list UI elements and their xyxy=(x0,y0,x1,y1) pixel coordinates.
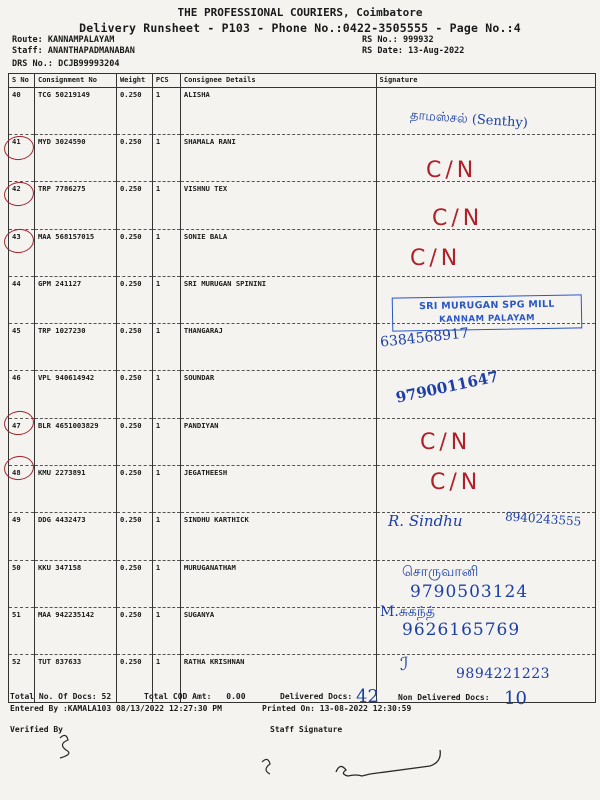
delivered-docs-label: Delivered Docs: xyxy=(280,692,353,701)
cell-sno: 52 xyxy=(9,655,35,702)
cell-consignment: KKU 347158 xyxy=(34,560,116,607)
cell-sno: 49 xyxy=(9,513,35,560)
cell-pcs: 1 xyxy=(152,371,180,418)
cell-consignee: SHAMALA RANI xyxy=(180,135,376,182)
cell-consignment: MYD 3024590 xyxy=(34,135,116,182)
cn-mark-43: C/N xyxy=(410,246,462,271)
staff-signature xyxy=(336,750,440,776)
cell-pcs: 1 xyxy=(152,466,180,513)
cell-weight: 0.250 xyxy=(116,655,152,702)
cell-sno: 51 xyxy=(9,607,35,654)
signature-51: M.சுகந்த் xyxy=(380,604,435,620)
cell-sno: 40 xyxy=(9,88,35,135)
cell-sno: 44 xyxy=(9,276,35,323)
cell-consignment: GPM 241127 xyxy=(34,276,116,323)
cell-pcs: 1 xyxy=(152,513,180,560)
col-consignment: Consignment No xyxy=(34,74,116,88)
cell-consignment: TUT 837633 xyxy=(34,655,116,702)
cell-weight: 0.250 xyxy=(116,276,152,323)
cell-sno: 45 xyxy=(9,324,35,371)
cell-sno: 41 xyxy=(9,135,35,182)
col-sno: S No xyxy=(9,74,35,88)
cell-pcs: 1 xyxy=(152,182,180,229)
cell-sno: 46 xyxy=(9,371,35,418)
col-weight: Weight xyxy=(116,74,152,88)
staff-label: Staff: xyxy=(12,46,43,56)
cell-sno: 42 xyxy=(9,182,35,229)
non-delivered-docs-value: 10 xyxy=(504,688,527,709)
rs-no-label: RS No.: xyxy=(362,35,398,45)
cell-sno: 43 xyxy=(9,229,35,276)
cn-mark-47: C/N xyxy=(420,430,472,455)
cell-weight: 0.250 xyxy=(116,560,152,607)
total-docs-value: 52 xyxy=(101,692,112,701)
signature-50: சொருவானி xyxy=(402,564,479,580)
cell-weight: 0.250 xyxy=(116,466,152,513)
phone-49: 8940243555 xyxy=(504,509,582,529)
col-pcs: PCS xyxy=(152,74,180,88)
cell-pcs: 1 xyxy=(152,276,180,323)
cn-mark-48: C/N xyxy=(430,470,482,495)
cell-weight: 0.250 xyxy=(116,371,152,418)
cell-consignee: MURUGANATHAM xyxy=(180,560,376,607)
cell-consignment: DDG 4432473 xyxy=(34,513,116,560)
cell-sno: 48 xyxy=(9,466,35,513)
cell-weight: 0.250 xyxy=(116,135,152,182)
total-docs-label: Total No. Of Docs: xyxy=(10,692,97,701)
cell-sno: 47 xyxy=(9,418,35,465)
cell-consignment: TCG 50219149 xyxy=(34,88,116,135)
drs-label: DRS No.: xyxy=(12,59,53,69)
runsheet-title: Delivery Runsheet - P103 - Phone No.:0422-3505555 - Page No.:4 xyxy=(79,21,521,35)
cell-consignment: KMU 2273891 xyxy=(34,466,116,513)
cell-weight: 0.250 xyxy=(116,418,152,465)
staff-value: ANANTHAPADMANABAN xyxy=(47,46,135,56)
non-delivered-docs-label: Non Delivered Docs: xyxy=(398,693,490,702)
cell-consignment: MAA 942235142 xyxy=(34,607,116,654)
signature-49: R. Sindhu xyxy=(388,512,463,530)
cell-sno: 50 xyxy=(9,560,35,607)
cell-weight: 0.250 xyxy=(116,88,152,135)
verified-by-label: Verified By xyxy=(10,725,63,734)
cell-consignee: VISHNU TEX xyxy=(180,182,376,229)
cell-weight: 0.250 xyxy=(116,607,152,654)
phone-50: 9790503124 xyxy=(410,582,529,602)
cn-mark-42: C/N xyxy=(432,206,484,231)
route-label: Route: xyxy=(12,35,43,45)
entered-by: Entered By :KAMALA103 08/13/2022 12:27:30 PM xyxy=(10,704,222,713)
cell-consignment: VPL 940614942 xyxy=(34,371,116,418)
phone-51: 9626165769 xyxy=(402,620,521,640)
rs-date-label: RS Date: xyxy=(362,46,403,56)
cell-consignment: MAA 568157015 xyxy=(34,229,116,276)
cell-consignee: SUGANYA xyxy=(180,607,376,654)
total-cod-value: 0.00 xyxy=(226,692,246,701)
cell-consignee: RATHA KRISHNAN xyxy=(180,655,376,702)
cell-consignment: TRP 1027230 xyxy=(34,324,116,371)
cell-consignee: SINDHU KARTHICK xyxy=(180,513,376,560)
verified-by-signature xyxy=(60,735,69,758)
rs-date-value: 13-Aug-2022 xyxy=(408,46,465,56)
cell-pcs: 1 xyxy=(152,655,180,702)
company-title: THE PROFESSIONAL COURIERS, Coimbatore xyxy=(177,6,423,19)
cell-pcs: 1 xyxy=(152,560,180,607)
cell-consignee: JEGATHEESH xyxy=(180,466,376,513)
cell-pcs: 1 xyxy=(152,607,180,654)
rs-no-value: 999932 xyxy=(402,35,434,45)
printed-on: Printed On: 13-08-2022 12:30:59 xyxy=(262,704,412,713)
cell-weight: 0.250 xyxy=(116,324,152,371)
cell-consignee: SONIE BALA xyxy=(180,229,376,276)
signature-40: தாமஸ்சல் (Senthy) xyxy=(409,107,529,132)
delivered-docs-value: 42 xyxy=(356,686,379,707)
route-value: KANNAMPALAYAM xyxy=(47,35,115,45)
phone-45: 6384568917 xyxy=(379,325,470,351)
col-signature: Signature xyxy=(376,74,595,88)
cell-pcs: 1 xyxy=(152,135,180,182)
company-stamp: SRI MURUGAN SPG MILL KANNAM PALAYAM xyxy=(392,294,583,331)
phone-52: 9894221223 xyxy=(456,666,551,682)
cell-weight: 0.250 xyxy=(116,513,152,560)
signature-52-scribble: ℐ xyxy=(400,654,409,675)
phone-46: 9790011647 xyxy=(394,367,501,407)
drs-value: DCJB99993204 xyxy=(58,59,120,69)
cell-consignment: TRP 7786275 xyxy=(34,182,116,229)
cell-pcs: 1 xyxy=(152,88,180,135)
total-cod-label: Total COD Amt: xyxy=(144,692,212,701)
cell-pcs: 1 xyxy=(152,418,180,465)
cell-consignee: SRI MURUGAN SPININI xyxy=(180,276,376,323)
cell-consignee: SOUNDAR xyxy=(180,371,376,418)
cell-weight: 0.250 xyxy=(116,182,152,229)
col-consignee: Consignee Details xyxy=(180,74,376,88)
cell-consignment: BLR 4651003829 xyxy=(34,418,116,465)
cell-pcs: 1 xyxy=(152,229,180,276)
cell-consignee: THANGARAJ xyxy=(180,324,376,371)
staff-initial-scribble xyxy=(262,759,270,774)
cell-consignee: ALISHA xyxy=(180,88,376,135)
cell-pcs: 1 xyxy=(152,324,180,371)
cell-weight: 0.250 xyxy=(116,229,152,276)
cell-consignee: PANDIYAN xyxy=(180,418,376,465)
cn-mark-41: C/N xyxy=(426,158,478,183)
staff-signature-label: Staff Signature xyxy=(270,725,343,734)
